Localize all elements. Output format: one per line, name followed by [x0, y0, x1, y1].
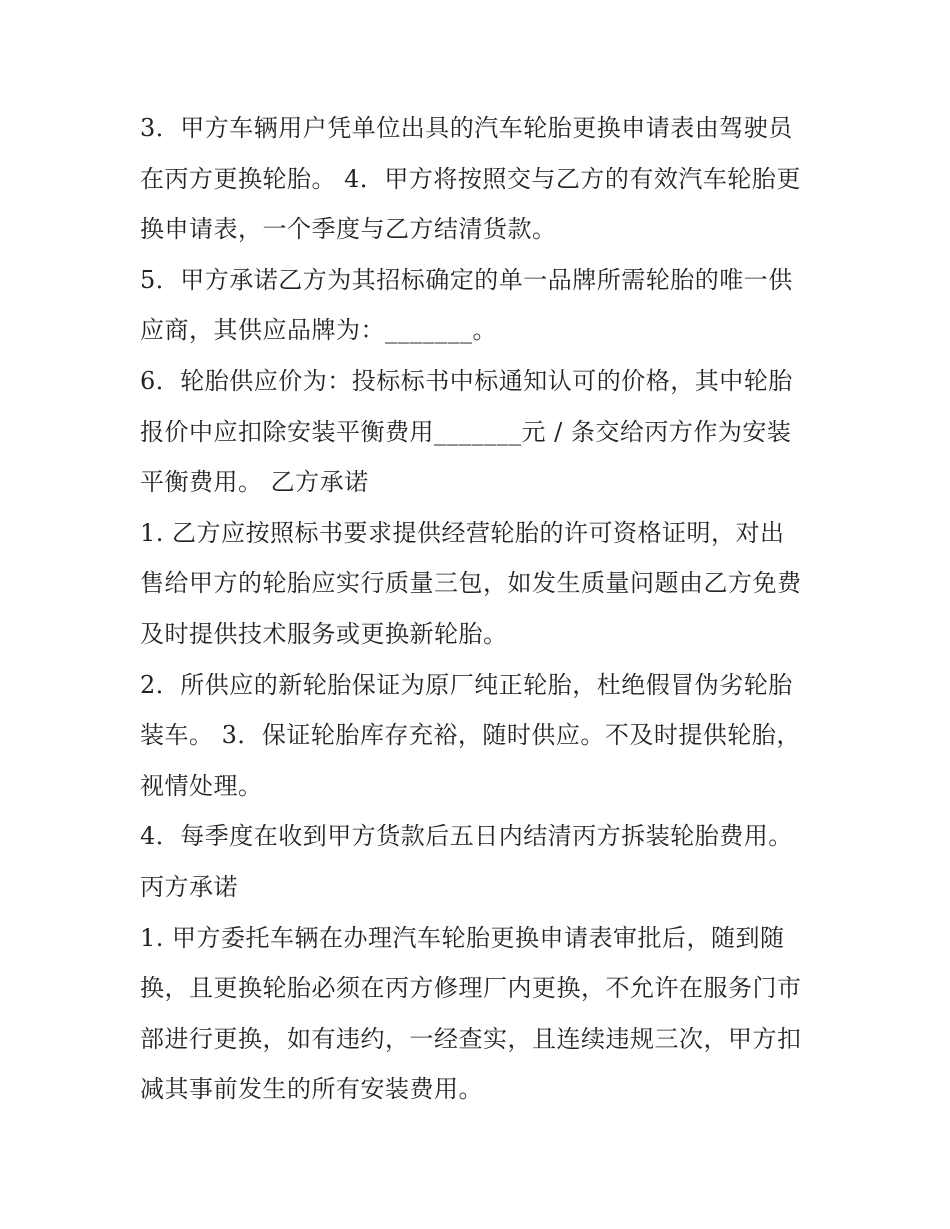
text-line: 1. 甲方委托车辆在办理汽车轮胎更换申请表审批后，随到随: [140, 923, 785, 952]
text-line: 部进行更换，如有违约，一经查实，且连续违规三次，甲方扣: [140, 1024, 802, 1053]
text-line: 售给甲方的轮胎应实行质量三包，如发生质量问题由乙方免费: [140, 569, 802, 598]
text-line: 2．所供应的新轮胎保证为原厂纯正轮胎，杜绝假冒伪劣轮胎: [140, 670, 793, 699]
text-line: 及时提供技术服务或更换新轮胎。: [140, 619, 508, 648]
text-line: 丙方承诺: [140, 872, 238, 901]
text-line: 换，且更换轮胎必须在丙方修理厂内更换，不允许在服务门市: [140, 974, 802, 1003]
text-line: 装车。 3．保证轮胎库存充裕，随时供应。不及时提供轮胎，: [140, 721, 801, 750]
text-line: 6．轮胎供应价为：投标标书中标通知认可的价格，其中轮胎: [140, 366, 793, 395]
text-line: 换申请表，一个季度与乙方结清货款。: [140, 215, 557, 244]
text-line: 1. 乙方应按照标书要求提供经营轮胎的许可资格证明，对出: [140, 518, 785, 547]
text-line: 4．每季度在收到甲方货款后五日内结清丙方拆装轮胎费用。: [140, 822, 793, 851]
text-line: 应商，其供应品牌为：_______。: [140, 316, 497, 345]
text-line: 视情处理。: [140, 771, 263, 800]
text-line: 报价中应扣除安装平衡费用_______元 / 条交给丙方作为安装: [140, 417, 792, 446]
text-line: 3．甲方车辆用户凭单位出具的汽车轮胎更换申请表由驾驶员: [140, 114, 793, 142]
text-line: 在丙方更换轮胎。 4．甲方将按照交与乙方的有效汽车轮胎更: [140, 164, 801, 193]
document-body: [140, 103, 830, 1115]
text-line: 平衡费用。 乙方承诺: [140, 468, 369, 497]
text-line: 减其事前发生的所有安装费用。: [140, 1075, 483, 1104]
text-line: 5．甲方承诺乙方为其招标确定的单一品牌所需轮胎的唯一供: [140, 265, 793, 294]
